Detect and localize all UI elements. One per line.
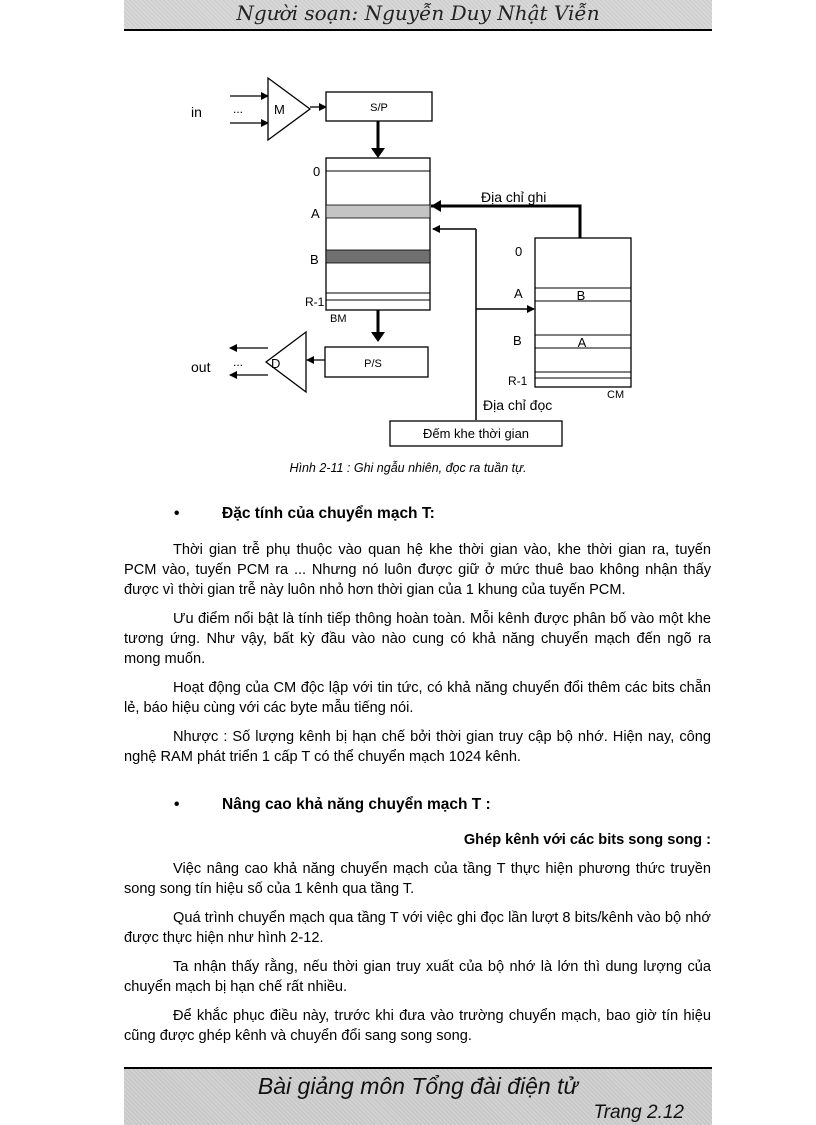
cm-row-a: A <box>514 286 523 301</box>
bullet-icon: • <box>174 505 180 522</box>
page-header <box>124 0 712 31</box>
in-label: in <box>191 104 202 120</box>
paragraph: Để khắc phục điều này, trước khi đưa vào trường chuyển mạch, bao giờ tín hiệu cũng được ghép kênh và chuyển đổi sang song song. <box>124 1008 711 1044</box>
in-dots: ... <box>233 102 244 116</box>
bm-memory <box>326 158 430 310</box>
cm-row-last: R-1 <box>508 374 528 388</box>
paragraph: Nhược : Số lượng kênh bị hạn chế bởi thời gian truy cập bộ nhớ. Hiện nay, công nghệ RAM phát triển 1 cấp T có thể chuyển mạch 1024 kênh. <box>124 729 711 765</box>
page-footer <box>124 1067 712 1125</box>
out-dots: ... <box>233 355 244 369</box>
cm-label: CM <box>607 389 625 401</box>
bm-slot-b <box>326 250 430 263</box>
paragraph: Quá trình chuyển mạch qua tầng T với việc ghi đọc lần lượt 8 bits/kênh vào bộ nhớ được thực hiện như hình 2-12. <box>124 910 711 946</box>
cm-row-0: 0 <box>515 244 523 259</box>
switching-diagram <box>0 40 816 460</box>
page-number: Trang 2.12 <box>593 1102 684 1123</box>
section-characteristics <box>124 504 711 776</box>
bm-row-0: 0 <box>313 164 321 179</box>
sp-label: S/P <box>370 102 388 114</box>
bullet-icon: • <box>174 796 180 813</box>
paragraph: Việc nâng cao khả năng chuyển mạch của tầng T thực hiện phương thức truyền song song tín hiệu số của 1 kênh qua tầng T. <box>124 861 711 897</box>
cm-memory <box>535 238 631 387</box>
paragraph: Ta nhận thấy rằng, nếu thời gian truy xuất của bộ nhớ là lớn thì dung lượng của chuyển mạch bị hạn chế rất nhiều. <box>124 959 711 995</box>
demux-label: D <box>271 356 281 371</box>
paragraph: Ưu điểm nổi bật là tính tiếp thông hoàn toàn. Mỗi kênh được phân bố vào một khe tương ứng. Như vậy, bất kỳ đầu vào nào cung có khả năng chuyển mạch đến ngõ ra mong muốn. <box>124 611 711 667</box>
section2-subheading: Ghép kênh với các bits song song : <box>463 832 711 848</box>
bm-row-b: B <box>310 252 319 267</box>
figure-caption: Hình 2-11 : Ghi ngẫu nhiên, đọc ra tuần tự. <box>289 461 527 475</box>
bm-row-a: A <box>311 206 320 221</box>
out-label: out <box>191 359 211 375</box>
bm-row-last: R-1 <box>305 295 325 309</box>
section1-heading: Đặc tính của chuyển mạch T: <box>222 505 435 522</box>
bm-label: BM <box>330 313 347 325</box>
mux-label: M <box>274 102 285 117</box>
cm-row-b: B <box>513 333 522 348</box>
section2-heading-row <box>124 795 711 817</box>
cm-cell-b: A <box>577 335 587 350</box>
section2-heading: Nâng cao khả năng chuyển mạch T : <box>222 796 491 813</box>
paragraph: Thời gian trễ phụ thuộc vào quan hệ khe thời gian vào, khe thời gian ra, tuyến PCM vào, tuyến PCM ra ... Nhưng nó luôn được giữ ở mức thuê bao không nhận thấy được vì thời gian trễ này luôn nhỏ hơn thời gian của 1 khung của tuyến PCM. <box>124 542 711 598</box>
paragraph: Hoạt động của CM độc lập với tin tức, có khả năng chuyển đổi thêm các bits chẵn lẻ, báo hiệu cùng với các byte mẫu tiếng nói. <box>124 680 711 716</box>
bm-slot-a <box>326 205 430 218</box>
section-enhancement <box>124 795 711 1055</box>
slot-counter-label: Đếm khe thời gian <box>422 426 530 441</box>
write-address-label: Địa chỉ ghi <box>481 189 547 205</box>
cm-cell-a: B <box>576 288 586 303</box>
header-author: Người soạn: Nguyễn Duy Nhật Viễn <box>236 1 600 25</box>
footer-title: Bài giảng môn Tổng đài điện tử <box>257 1073 579 1099</box>
read-address-label: Địa chỉ đọc <box>483 397 553 413</box>
section1-heading-row <box>124 504 711 526</box>
ps-label: P/S <box>364 358 382 370</box>
